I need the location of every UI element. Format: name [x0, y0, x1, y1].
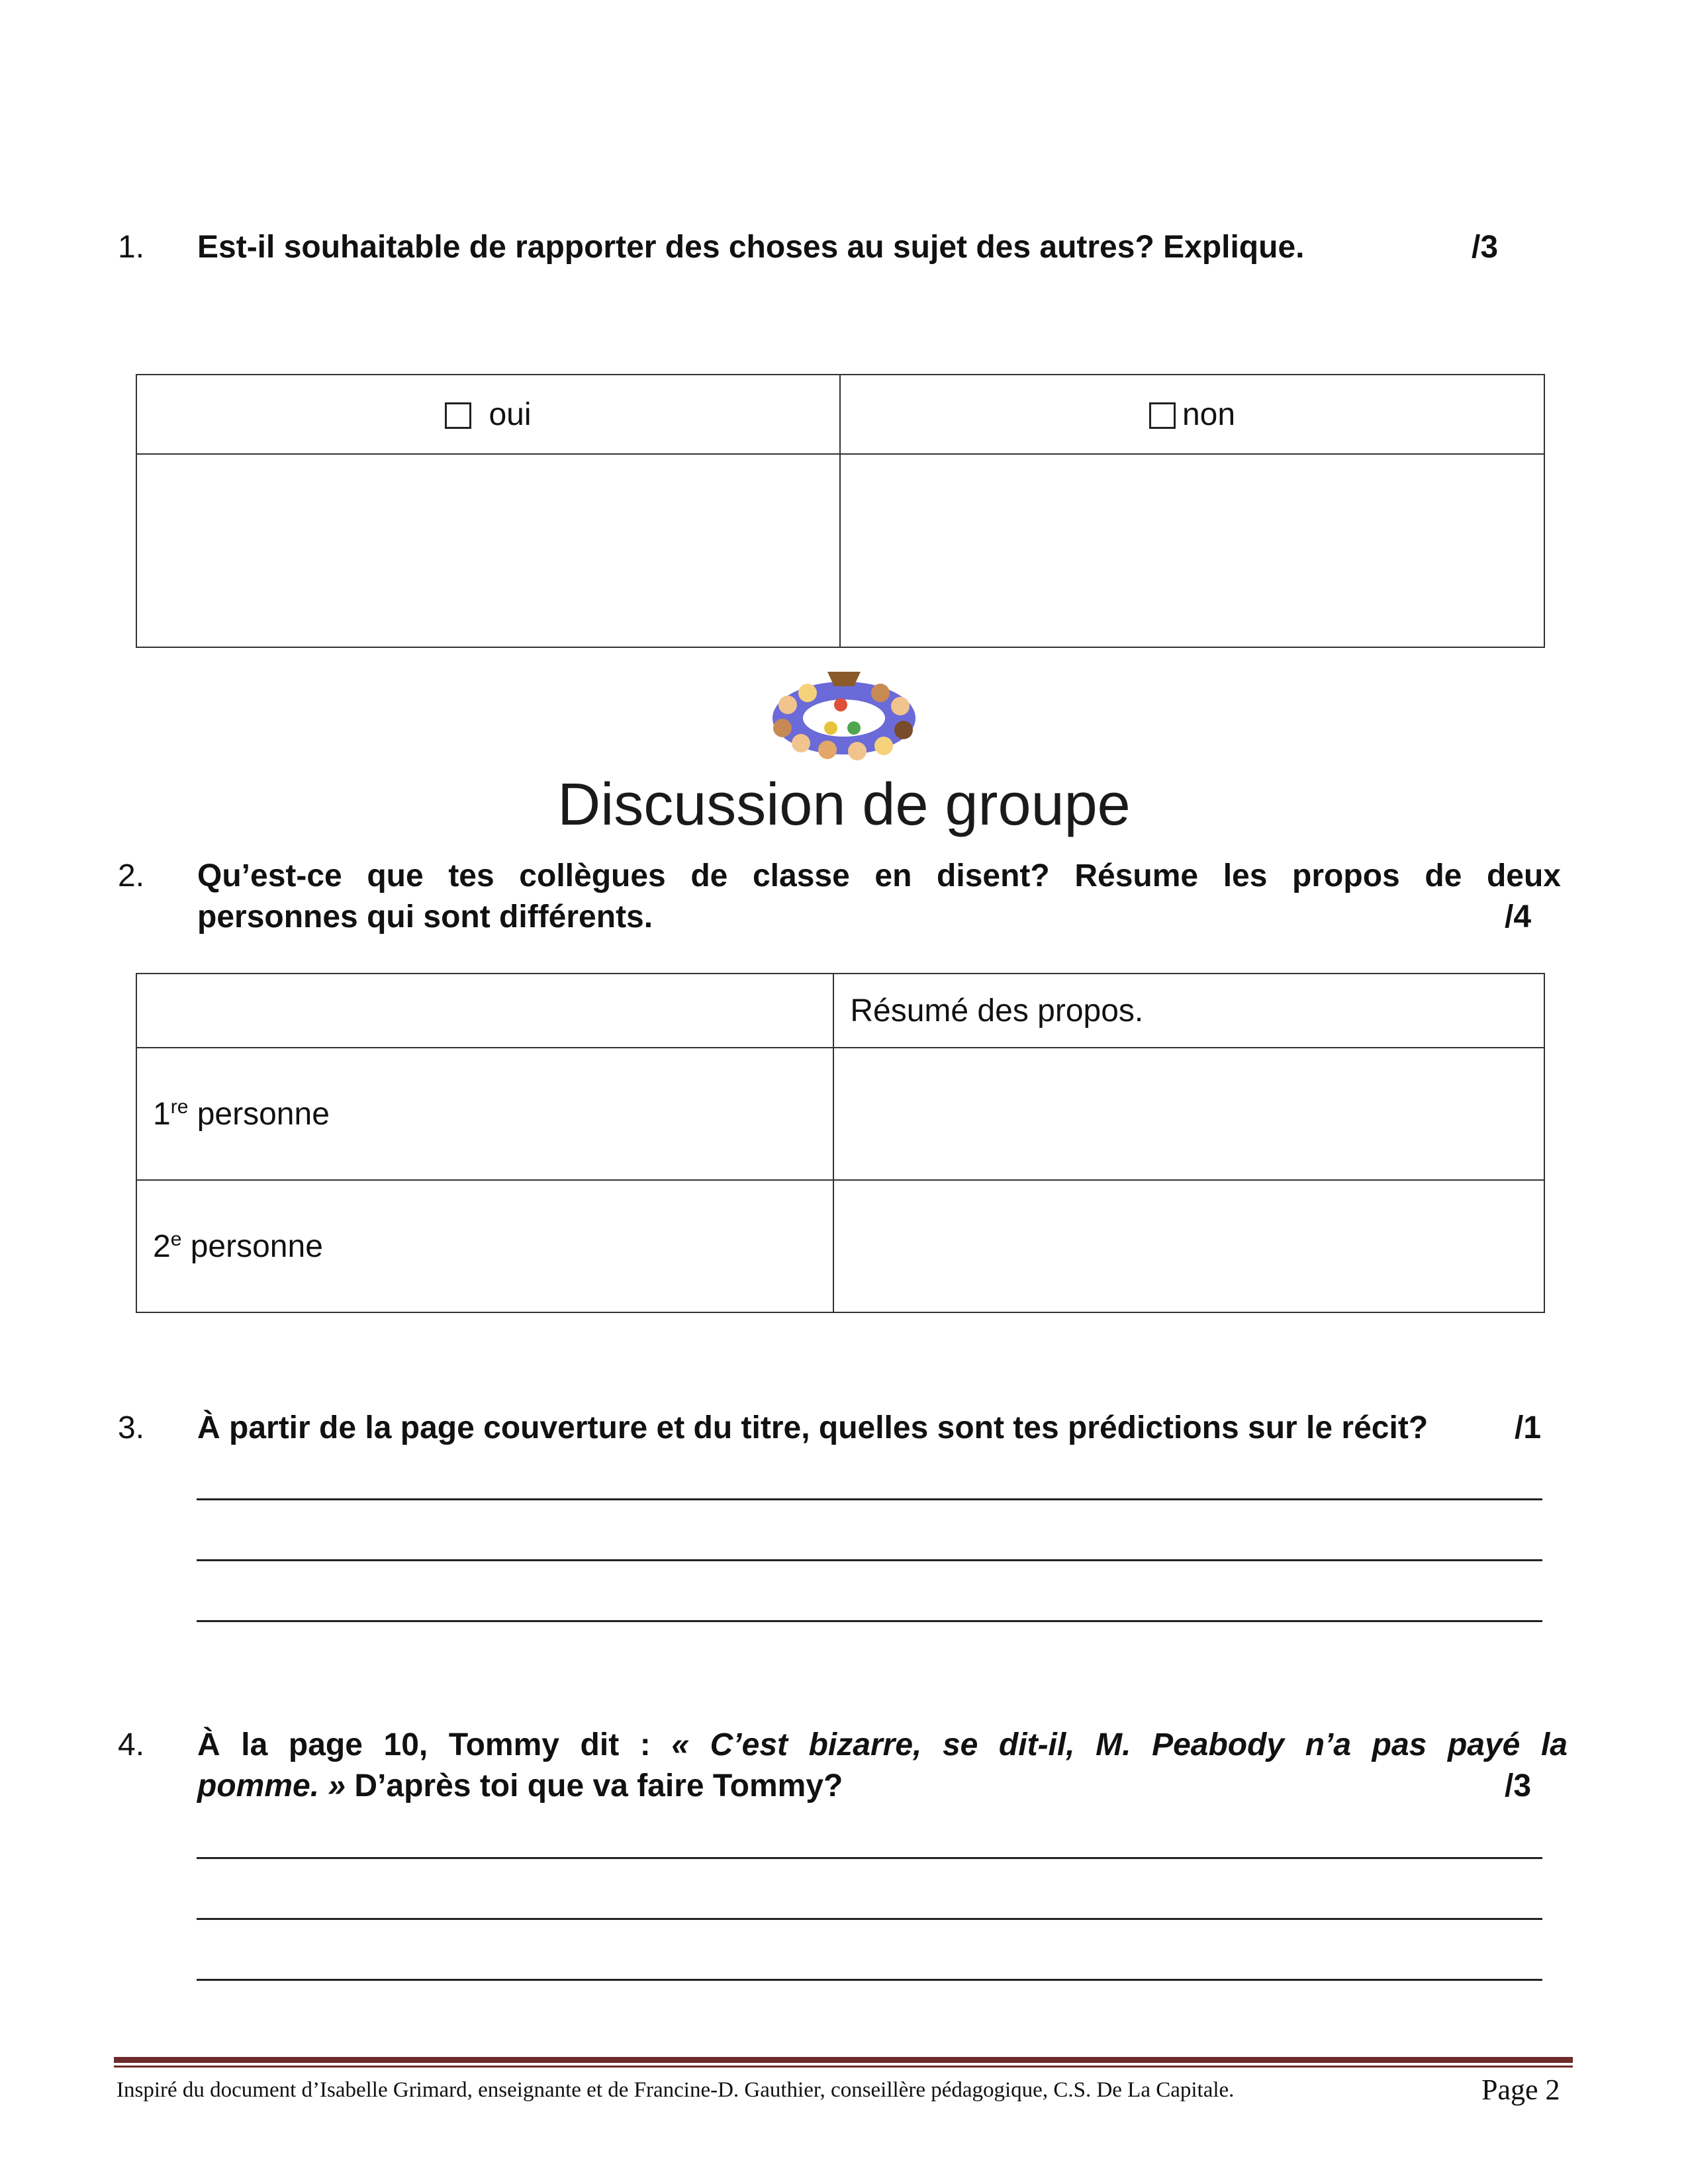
question-3-score: /1 [1515, 1410, 1542, 1445]
q4-answer-line-1[interactable] [197, 1857, 1542, 1859]
person-2-summary[interactable] [833, 1180, 1544, 1312]
person-1-summary[interactable] [833, 1048, 1544, 1180]
footer-rule-thick [114, 2057, 1573, 2063]
oui-answer-area[interactable] [136, 454, 840, 647]
non-answer-area[interactable] [840, 454, 1544, 647]
yes-choice-cell[interactable] [136, 375, 840, 454]
footer-rule-thin [114, 2066, 1573, 2068]
person-2-ordinal: e [170, 1228, 182, 1250]
non-label: non [1182, 396, 1236, 432]
question-3 [118, 1408, 1574, 1454]
person-2-number: 2 [153, 1228, 171, 1264]
question-4-question: D’après toi que va faire Tommy? [346, 1768, 843, 1803]
question-2-score: /4 [1505, 899, 1532, 934]
question-1-text: Est-il souhaitable de rapporter des choses au sujet des autres? Explique. [197, 230, 1305, 265]
question-4 [118, 1725, 1574, 1811]
q3-answer-line-2[interactable] [197, 1559, 1542, 1561]
person-1-number: 1 [153, 1096, 171, 1132]
question-1-score: /3 [1472, 230, 1499, 265]
summary-table [136, 973, 1545, 1313]
question-2-number: 2. [118, 858, 145, 893]
person-1-label [136, 1048, 833, 1180]
question-4-number: 4. [118, 1727, 145, 1762]
person-2-text: personne [190, 1228, 323, 1264]
question-1-number: 1. [118, 230, 145, 265]
question-3-text: À partir de la page couverture et du titre, quelles sont tes prédictions sur le récit? [197, 1410, 1429, 1445]
footer-credit: Inspiré du document d’Isabelle Grimard, enseignante et de Francine-D. Gauthier, conseillère pédagogique, C.S. De La Capitale. [117, 2078, 1235, 2102]
summary-header-empty [136, 974, 833, 1048]
question-4-quote-end: pomme. » [197, 1768, 346, 1803]
oui-label: oui [489, 396, 532, 432]
q3-answer-line-1[interactable] [197, 1498, 1542, 1500]
person-1-text: personne [197, 1096, 330, 1132]
oui-checkbox[interactable] [445, 402, 471, 429]
q4-answer-line-2[interactable] [197, 1918, 1542, 1920]
q3-answer-line-3[interactable] [197, 1620, 1542, 1622]
group-discussion-image [761, 665, 927, 764]
yes-no-table [136, 374, 1545, 648]
group-discussion-title: Discussion de groupe [557, 772, 1131, 838]
non-checkbox[interactable] [1149, 402, 1176, 429]
question-4-score: /3 [1505, 1768, 1532, 1803]
q4-answer-line-3[interactable] [197, 1979, 1542, 1981]
question-4-line1 [197, 1725, 1568, 1766]
question-2-text-line2: personnes qui sont différents. [197, 899, 653, 934]
no-choice-cell[interactable] [840, 375, 1544, 454]
question-2-text-line1: Qu’est-ce que tes collègues de classe en disent? Résume les propos de deux [197, 858, 1561, 893]
question-3-number: 3. [118, 1410, 145, 1445]
question-4-line2 [197, 1766, 843, 1807]
page-number: Page 2 [1481, 2073, 1560, 2106]
question-1 [118, 227, 1561, 273]
person-2-label [136, 1180, 833, 1312]
question-4-quote: « C’est bizarre, se dit-il, M. Peabody n’a pas payé la [671, 1727, 1568, 1762]
question-4-intro: À la page 10, Tommy dit : [197, 1727, 672, 1762]
question-2 [118, 856, 1574, 942]
person-1-ordinal: re [170, 1095, 189, 1118]
summary-header: Résumé des propos. [833, 974, 1544, 1048]
